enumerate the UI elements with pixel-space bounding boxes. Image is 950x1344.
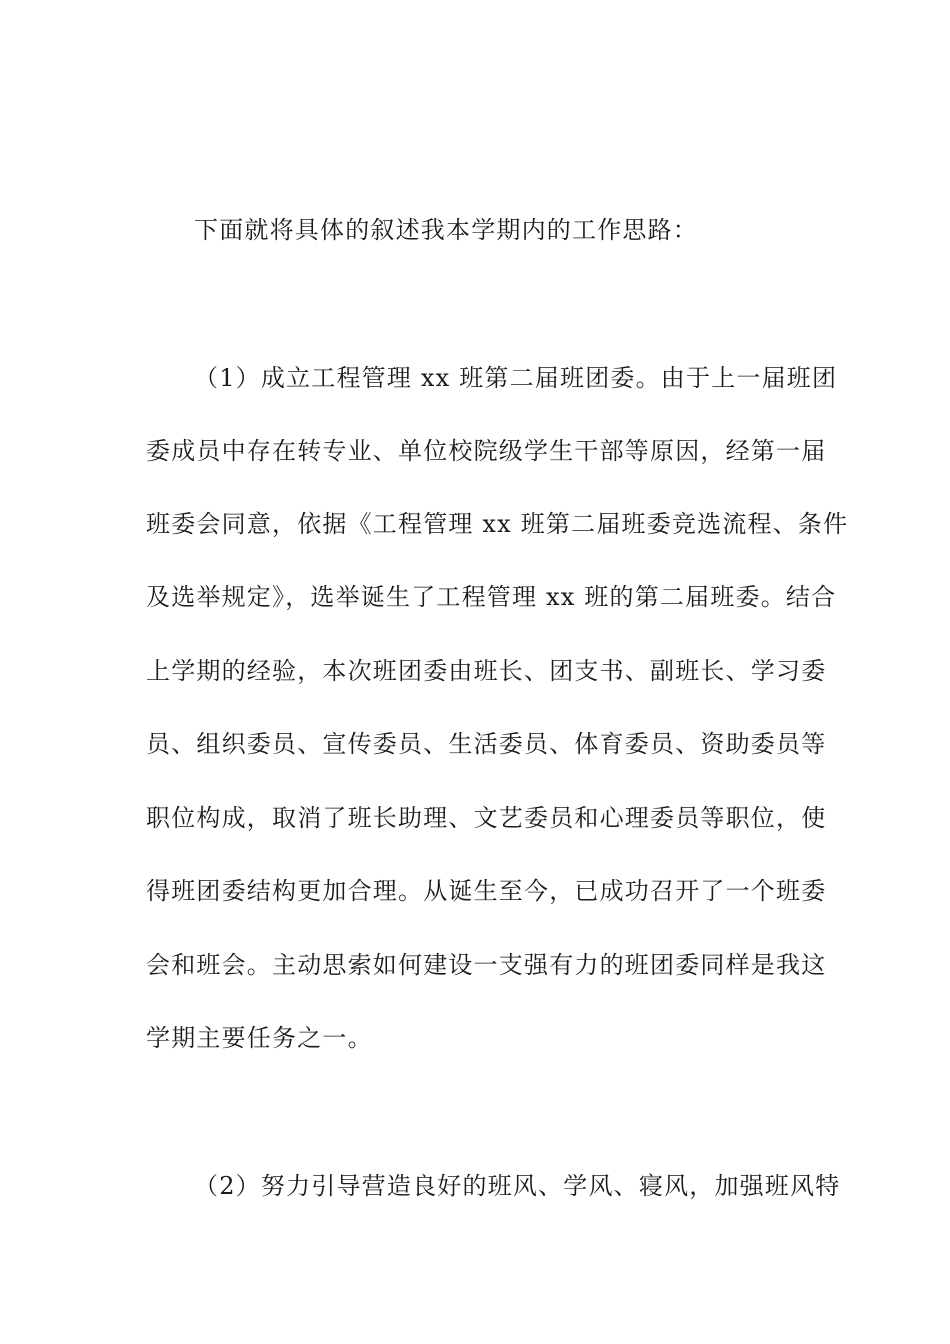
paragraph-1-line-7: 职位构成，取消了班长助理、文艺委员和心理委员等职位，使 xyxy=(146,804,827,832)
paragraph-1-line-4: 及选举规定》，选举诞生了工程管理 xx 班的第二届班委。结合 xyxy=(146,583,837,611)
paragraph-1-line-2: 委成员中存在转专业、单位校院级学生干部等原因，经第一届 xyxy=(146,437,827,465)
paragraph-1-line-9: 会和班会。主动思索如何建设一支强有力的班团委同样是我这 xyxy=(146,951,827,979)
paragraph-1-line-3: 班委会同意，依据《工程管理 xx 班第二届班委竞选流程、条件 xyxy=(146,510,849,538)
paragraph-1-line-8: 得班团委结构更加合理。从诞生至今，已成功召开了一个班委 xyxy=(146,877,827,905)
intro-line: 下面就将具体的叙述我本学期内的工作思路： xyxy=(194,216,698,244)
paragraph-1-line-6: 员、组织委员、宣传委员、生活委员、体育委员、资助委员等 xyxy=(146,730,827,758)
paragraph-2-line-1: （2）努力引导营造良好的班风、学风、寝风，加强班风特 xyxy=(194,1172,841,1200)
paragraph-1-line-5: 上学期的经验，本次班团委由班长、团支书、副班长、学习委 xyxy=(146,657,827,685)
paragraph-1-line-1: （1）成立工程管理 xx 班第二届班团委。由于上一届班团 xyxy=(194,364,838,392)
paragraph-1-line-10: 学期主要任务之一。 xyxy=(146,1024,373,1052)
